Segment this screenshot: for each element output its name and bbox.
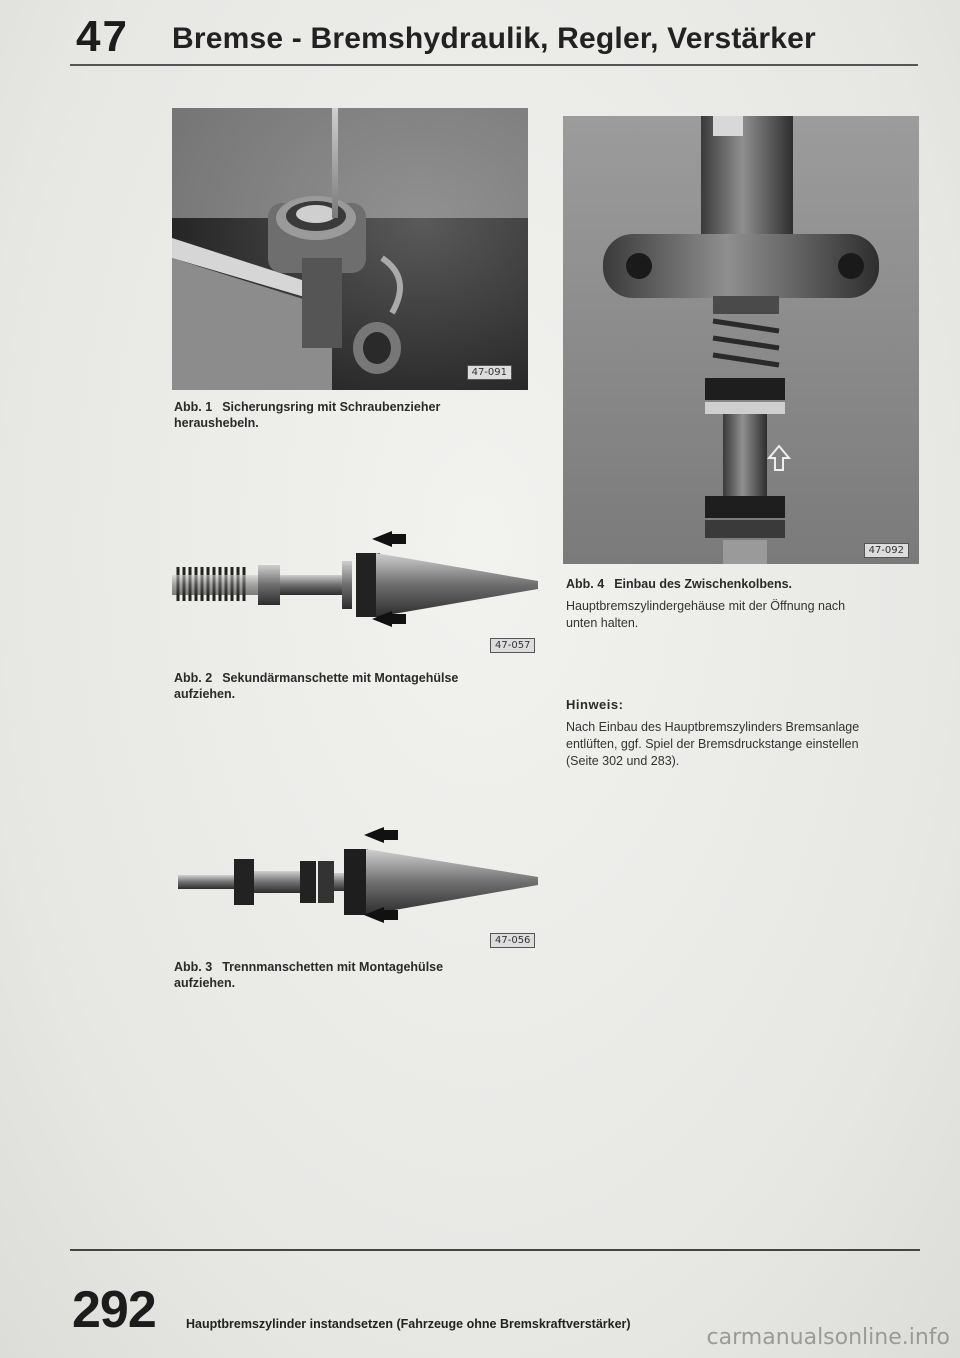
footer-divider	[70, 1249, 920, 1251]
page-title: Bremse - Bremshydraulik, Regler, Verstärker	[172, 22, 816, 55]
figure-1-photo	[172, 108, 528, 390]
hint-heading: Hinweis:	[566, 697, 624, 712]
figure-4-caption: Abb. 4 Einbau des Zwischenkolbens.	[566, 577, 793, 591]
figure-1-ref: 47-091	[467, 365, 512, 380]
figure-1-caption: Abb. 1 Sicherungsring mit Schraubenzieher heraushebeln.	[174, 400, 441, 430]
hint-text: Nach Einbau des Hauptbremszylinders Bremsanlage entlüften, ggf. Spiel der Bremsdruckstange einstellen (Seite 302 und 283).	[566, 720, 860, 768]
figure-2-caption: Abb. 2 Sekundärmanschette mit Montagehülse aufziehen.	[174, 671, 459, 701]
figure-3-ref: 47-056	[490, 933, 535, 948]
figure-4-label: Abb. 4	[566, 577, 605, 591]
chapter-number: 47	[76, 12, 129, 61]
figure-4-ref: 47-092	[864, 543, 909, 558]
page-number: 292	[72, 1281, 156, 1339]
figure-4-photo	[563, 116, 919, 564]
figure-3-label: Abb. 3	[174, 960, 213, 974]
watermark: carmanualsonline.info	[706, 1325, 950, 1350]
figure-3-caption: Abb. 3 Trennmanschetten mit Montagehülse aufziehen.	[174, 960, 444, 990]
header-divider	[70, 64, 918, 66]
figure-4-text: Hauptbremszylindergehäuse mit der Öffnung nach unten halten.	[566, 599, 846, 630]
figure-2-ref: 47-057	[490, 638, 535, 653]
footer-text: Hauptbremszylinder instandsetzen (Fahrzeuge ohne Bremskraftverstärker)	[186, 1317, 631, 1331]
figure-1-label: Abb. 1	[174, 400, 213, 414]
figure-3-illustration	[172, 825, 538, 945]
figure-2-illustration	[172, 525, 538, 655]
figure-2-label: Abb. 2	[174, 671, 213, 685]
